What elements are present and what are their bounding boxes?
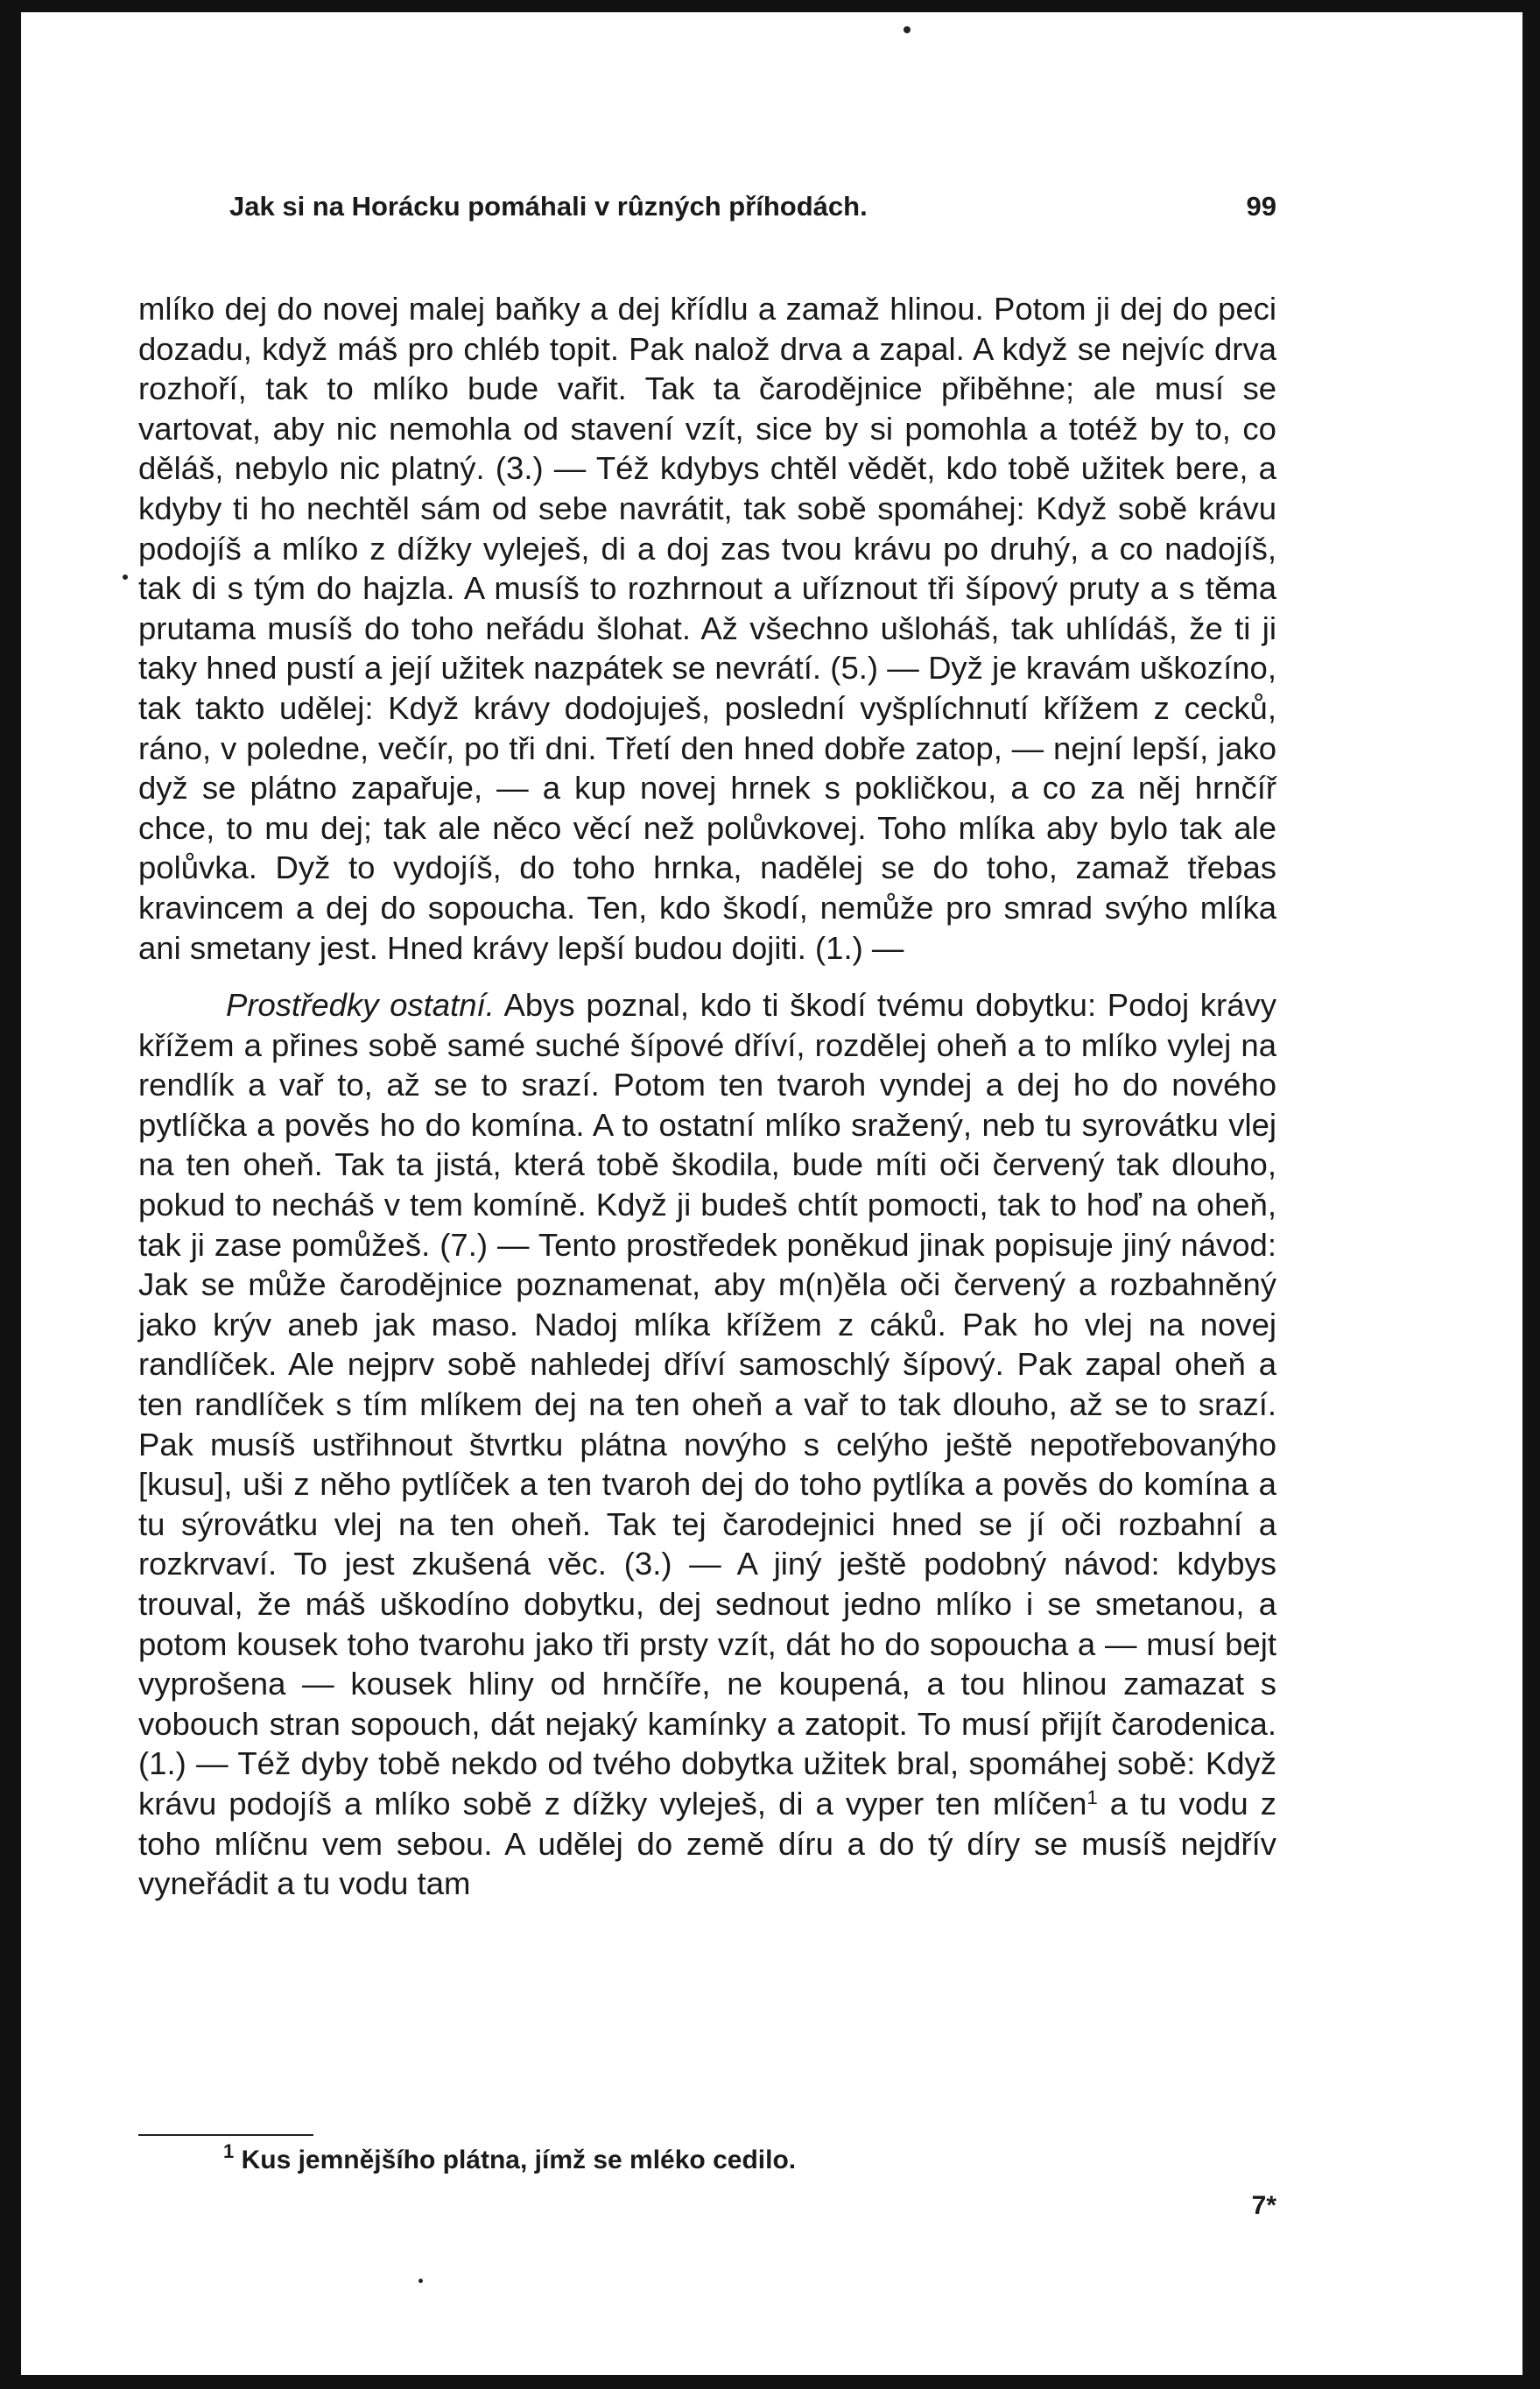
scan-border-left: [0, 0, 21, 2389]
running-head: Jak si na Horácku pomáhali v rûzných příhodách.: [229, 191, 868, 222]
scan-speck: [123, 574, 128, 580]
section-heading: Prostředky ostatní.: [226, 987, 495, 1024]
scan-speck: [904, 26, 911, 33]
paragraph-2-text-a: Abys poznal, kdo ti škodí tvému dobytku: Podoj krávy křížem a přines sobě samé suché šípové dříví, rozdělej oheň a to mlíko vylej na rendlík a vař to, až se to srazí. Potom ten tvaroh vyndej a dej ho do nového pytlíčka a pověs ho do komína. A to ostatní mlíko sražený, neb tu syrovátku vlej na ten oheň. Tak ta jistá, která tobě škodila, bude míti oči červený tak dlouho, pokud to necháš v tem komíně. Když ji budeš chtít pomocti, tak to hoď na oheň, tak ji zase pomůžeš. (7.) — Tento prostředek poněkud jinak popisuje jiný návod: Jak se může čarodějnice poznamenat, aby m(n)ěla oči červený a rozbahněný jako krýv aneb jak maso. Nadoj mlíka křížem z cáků. Pak ho vlej na novej randlíček. Ale nejprv sobě nahledej dříví samoschlý šípový. Pak zapal oheň a ten randlíček s tím mlíkem dej na ten oheň a vař to tak dlouho, až se to srazí. Pak musíš ustřihnout štvrtku plátna novýho s celýho ještě nepotřebovanýho [kusu], uši z něho pytlíček a ten tvaroh dej do toho pytlíka a pověs do komína a tu sýrovátku vlej na ten oheň. Tak tej čarodejnici hned se jí oči rozbahní a rozkrvaví. To jest zkušená věc. (3.) — A jiný ještě podobný návod: kdybys trouval, že máš uškodíno dobytku, dej sednout jedno mlíko i se smetanou, a potom kousek toho tvarohu jako tři prsty vzít, dát ho do sopoucha a — musí bejt vyprošena — kousek hliny od hrnčíře, ne koupená, a tou hlinou zamazat s vobouch stran sopouch, dát nejaký kamínky a zatopit. To musí přijít čarodenica. (1.) — Též dyby tobě nekdo od tvého dobytka užitek bral, spomáhej sobě: Když krávu podojíš a mlíko sobě z dížky vyleješ, di a vyper ten mlíčen: [138, 987, 1276, 1822]
body-text: [138, 289, 1276, 1904]
footnote: [223, 2140, 797, 2175]
footnote-marker: 1: [223, 2140, 235, 2162]
paragraph-1: mlíko dej do novej malej baňky a dej křídlu a zamaž hlinou. Potom ji dej do peci dozadu, když máš pro chléb topit. Pak nalož drva a zapal. A když se nejvíc drva rozhoří, tak to mlíko bude vařit. Tak ta čarodějnice přiběhne; ale musí se vartovat, aby nic nemohla od stavení vzít, sice by si pomohla a totéž by to, co děláš, nebylo nic platný. (3.) — Též kdybys chtěl vědět, kdo tobě užitek bere, a kdyby ti ho nechtěl sám od sebe navrátit, tak sobě spomáhej: Když sobě krávu podojíš a mlíko z dížky vyleješ, di a doj zas tvou krávu po druhý, a co nadojíš, tak di s tým do hajzla. A musíš to rozhrnout a uříznout tři šípový pruty a s těma prutama musíš do toho neřádu šlohat. Až všechno ušloháš, tak uhlídáš, že ti ji taky hned pustí a její užitek nazpátek se nevrátí. (5.) — Dyž je kravám uškozíno, tak takto udělej: Když krávy dodojuješ, poslední vyšplíchnutí křížem z cecků, ráno, v poledne, večír, po tři dni. Třetí den hned dobře zatop, — nejní lepší, jako dyž se plátno zapařuje, — a kup novej hrnek s pokličkou, a co za něj hrnčíř chce, to mu dej; tak ale něco věcí než polůvkovej. Toho mlíka aby bylo tak ale polůvka. Dyž to vydojíš, do toho hrnka, nadělej se do toho, zamaž třebas kravincem a dej do sopoucha. Ten, kdo škodí, nemůže pro smrad svýho mlíka ani smetany jest. Hned krávy lepší budou dojiti. (1.) —: [138, 291, 1276, 966]
paragraph-2-text-b: a tu vodu z toho mlíčnu vem sebou. A udělej do země díru a do tý díry se musíš nejdřív vyneřádit a tu vodu tam: [138, 1785, 1277, 1902]
scan-border-top: [0, 0, 1540, 12]
page-number: 99: [1246, 191, 1276, 222]
page-header: [229, 191, 1276, 235]
paragraph-2: [138, 985, 1276, 1904]
footnote-reference: 1: [1086, 1786, 1098, 1808]
scan-border-right: [1522, 0, 1540, 2389]
footnote-text: Kus jemnějšího plátna, jímž se mléko cedilo.: [234, 2146, 797, 2174]
scan-border-bottom: [0, 2375, 1540, 2389]
scan-speck: [418, 2279, 423, 2283]
signature-mark: 7*: [1251, 2191, 1276, 2220]
footnote-rule: [138, 2134, 313, 2136]
